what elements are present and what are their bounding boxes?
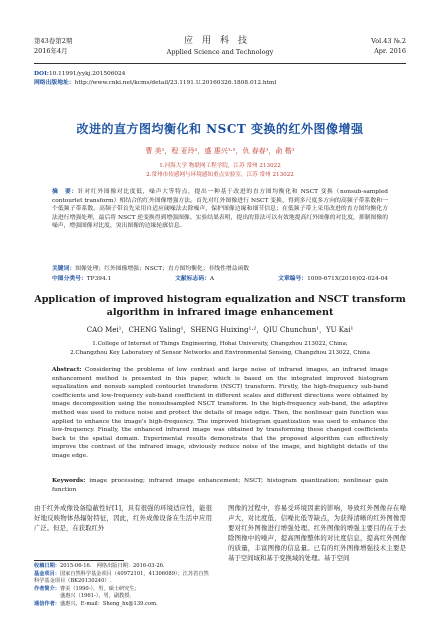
footnote-author-2 <box>34 593 212 601</box>
clc-code <box>52 275 111 284</box>
header-issue-cn: 第43卷第2期 <box>34 37 73 45</box>
keywords-cn <box>52 265 388 274</box>
title-en: Application of improved histogram equalization and NSCT transform algorithm in infrared image enhancement <box>34 294 406 318</box>
keywords-en-text: image processing; infrared image enhancement; NSCT; histogram quantization; nonlinear gain function <box>52 478 389 493</box>
art-value: 1009-671X(2016)02-024-04 <box>307 276 388 282</box>
doi-label: DOI: <box>34 71 49 77</box>
article-meta <box>34 70 406 88</box>
footnote-funding <box>34 571 212 586</box>
footnote-received <box>34 563 212 571</box>
abstract-en-label: Abstract: <box>52 367 82 373</box>
footnote-label: 收稿日期： <box>34 563 60 569</box>
abstract-cn-label: 摘 要： <box>52 189 78 195</box>
article-number <box>278 275 388 284</box>
clc-value: TP394.1 <box>86 276 112 282</box>
abstract-cn-text: 针对红外图像对比度低，噪声大等特点，提出一种基于改进的直方图均衡化和 NSCT 变换（nonsub-sampled contourlet transform）相结合的红外图像增强方法。首先对红外图像进行 NSCT 变换，得到多尺度多方向的高频子带系数和一个低频子带系数。高频子带首先采用自适应阈噪法去除噪声，保护图像边缘和细节信息；在低频子带上采用改进的直方图均衡化方法进行增强处理，最后将 NSCT 逆变换得到增强图像。实验结果表明，提出的算法可以有效地提高红外图像的对比度，抑制图像的噪声，增强图像对比度，突出图像的边缘轮廓信息。 <box>52 189 388 230</box>
title-cn: 改进的直方图均衡化和 NSCT 变换的红外图像增强 <box>76 122 364 136</box>
url-link[interactable]: http://www.cnki.net/kcms/detail/23.1191.U.20160326.1808.012.html <box>74 80 277 86</box>
footnote-text: 盛惠兴，E-mail：Sheng_hx@139.com. <box>59 600 158 607</box>
header-center <box>34 36 406 57</box>
footnote-label: 通信作者： <box>34 600 60 607</box>
footnote-text: 国家自然科学基金项目（40972101，41306089）；江苏省自然科学基金项目（BK20130240）. <box>34 570 209 585</box>
affiliation-cn-1: 1.河海大学 物联网工程学院，江苏 常州 213022 <box>159 163 281 169</box>
authors-en: CAO Mei¹，CHENG Yaling¹，SHENG Huixing¹·²，QIU Chunchun¹，YU Kai¹ <box>86 326 354 334</box>
affiliations-cn <box>34 162 406 180</box>
doc-value: A <box>209 276 215 282</box>
keywords-cn-label: 关键词： <box>52 266 76 272</box>
affiliation-en-2: 2.Changzhou Key Laboratory of Sensor Networks and Environmental Sensing, Changzhou 213022, China <box>70 350 370 356</box>
doi-link[interactable]: 10.11991/yykj.201506024 <box>48 71 126 77</box>
journal-name-en: Applied Science and Technology <box>166 48 274 56</box>
art-label: 文章编号： <box>278 276 308 282</box>
header-rule <box>34 63 406 64</box>
header-right <box>371 36 406 56</box>
footnote-text: 2015-06-16. 网络出版日期：2016-03-26. <box>59 563 165 569</box>
running-header <box>34 36 406 62</box>
authors-cn: 曹 美¹，程 亚玲¹，盛 惠兴¹·²，仇 春春¹，俞 楷¹ <box>145 147 295 155</box>
footnote-text: 盛惠兴（1961-），男，副教授. <box>60 593 132 600</box>
footnote-label: 基金项目： <box>34 570 60 577</box>
journal-name-cn: 应用科技 <box>183 36 256 46</box>
url-label: 网络出版地址： <box>34 80 75 86</box>
keywords-cn-text: 图像处理；红外图像增强；NSCT；直方图均衡化；非线性增益函数 <box>75 266 250 272</box>
body-column-left: 由于红外成像设备隐蔽性好[1]，具有很强的环境适应性，能很好地反映物体热辐射特征，因此，红外成像设备在生活中应用广泛。但是，在获取红外 <box>34 504 212 532</box>
abstract-en <box>52 366 388 461</box>
abstract-en-text: Considering the problems of low contrast and large noise of infrared images, an infrared image enhancement method is presented in this paper, which is based on the integrated improved histogram equalization and nonsub sampled contourlet transform (NSCT) transform. Firstly, the high-frequency sub-band coefficients and low-frequency sub-band coefficient in different scales and different directions were obtained by image decomposition using the nonsubsampled NSCT transform. In the high-frequency sub-band, the adaptive method was used to reduce noise and protect the details of image edge. Then, the nonlinear gain function was applied to enhance the image's high-frequency. The improved histogram quantization was used to enhance the low-frequency. Finally, the enhanced infrared image was obtained by transforming these changed coefficients back to the spatial domain. Experimental results demonstrate that the proposed algorithm can effectively improve the contrast of the infrared image, obviously reduce noise of the image, and highlight details of the image edge. <box>52 367 389 459</box>
affiliations-en <box>34 340 406 358</box>
keywords-en <box>52 477 388 494</box>
footnote-corresponding <box>34 601 212 609</box>
doc-code <box>175 275 214 284</box>
body-column-right: 图像的过程中，容易受环境因素的影响，导致红外图像存在噪声大，对比度低，信噪比低等缺点，为获得清晰的红外图像需要对红外图像进行增强处理。红外图像的增强主要目的在于去除图像中的噪声，提高图像整体的对比度信息，提高红外图像的质量，丰富图像的信息量。已有的红外图像增强技术主要是基于空间域和基于变换域的处理。基于空间 <box>228 504 406 562</box>
keywords-en-label: Keywords: <box>52 478 86 484</box>
clc-label: 中图分类号： <box>52 276 87 282</box>
classification-row <box>52 275 388 284</box>
footnote-label: 作者简介： <box>34 585 60 592</box>
footnotes <box>34 563 212 609</box>
footnote-rule <box>34 560 124 561</box>
header-date-en: Apr. 2016 <box>374 47 406 55</box>
header-date-cn: 2016年4月 <box>34 47 68 55</box>
doc-label: 文献标志码： <box>175 276 210 282</box>
footnote-text: 曹美（1990-），男，硕士研究生； <box>59 585 140 592</box>
affiliation-en-1: 1.College of Internet of Things Engineering, Hohai University, Changzhou 213022, China; <box>92 341 348 347</box>
affiliation-cn-2: 2.常州市传感网与环境感知重点实验室，江苏 常州 213022 <box>146 172 294 178</box>
abstract-cn <box>52 188 388 231</box>
header-volume-en: Vol.43 №.2 <box>371 37 406 45</box>
